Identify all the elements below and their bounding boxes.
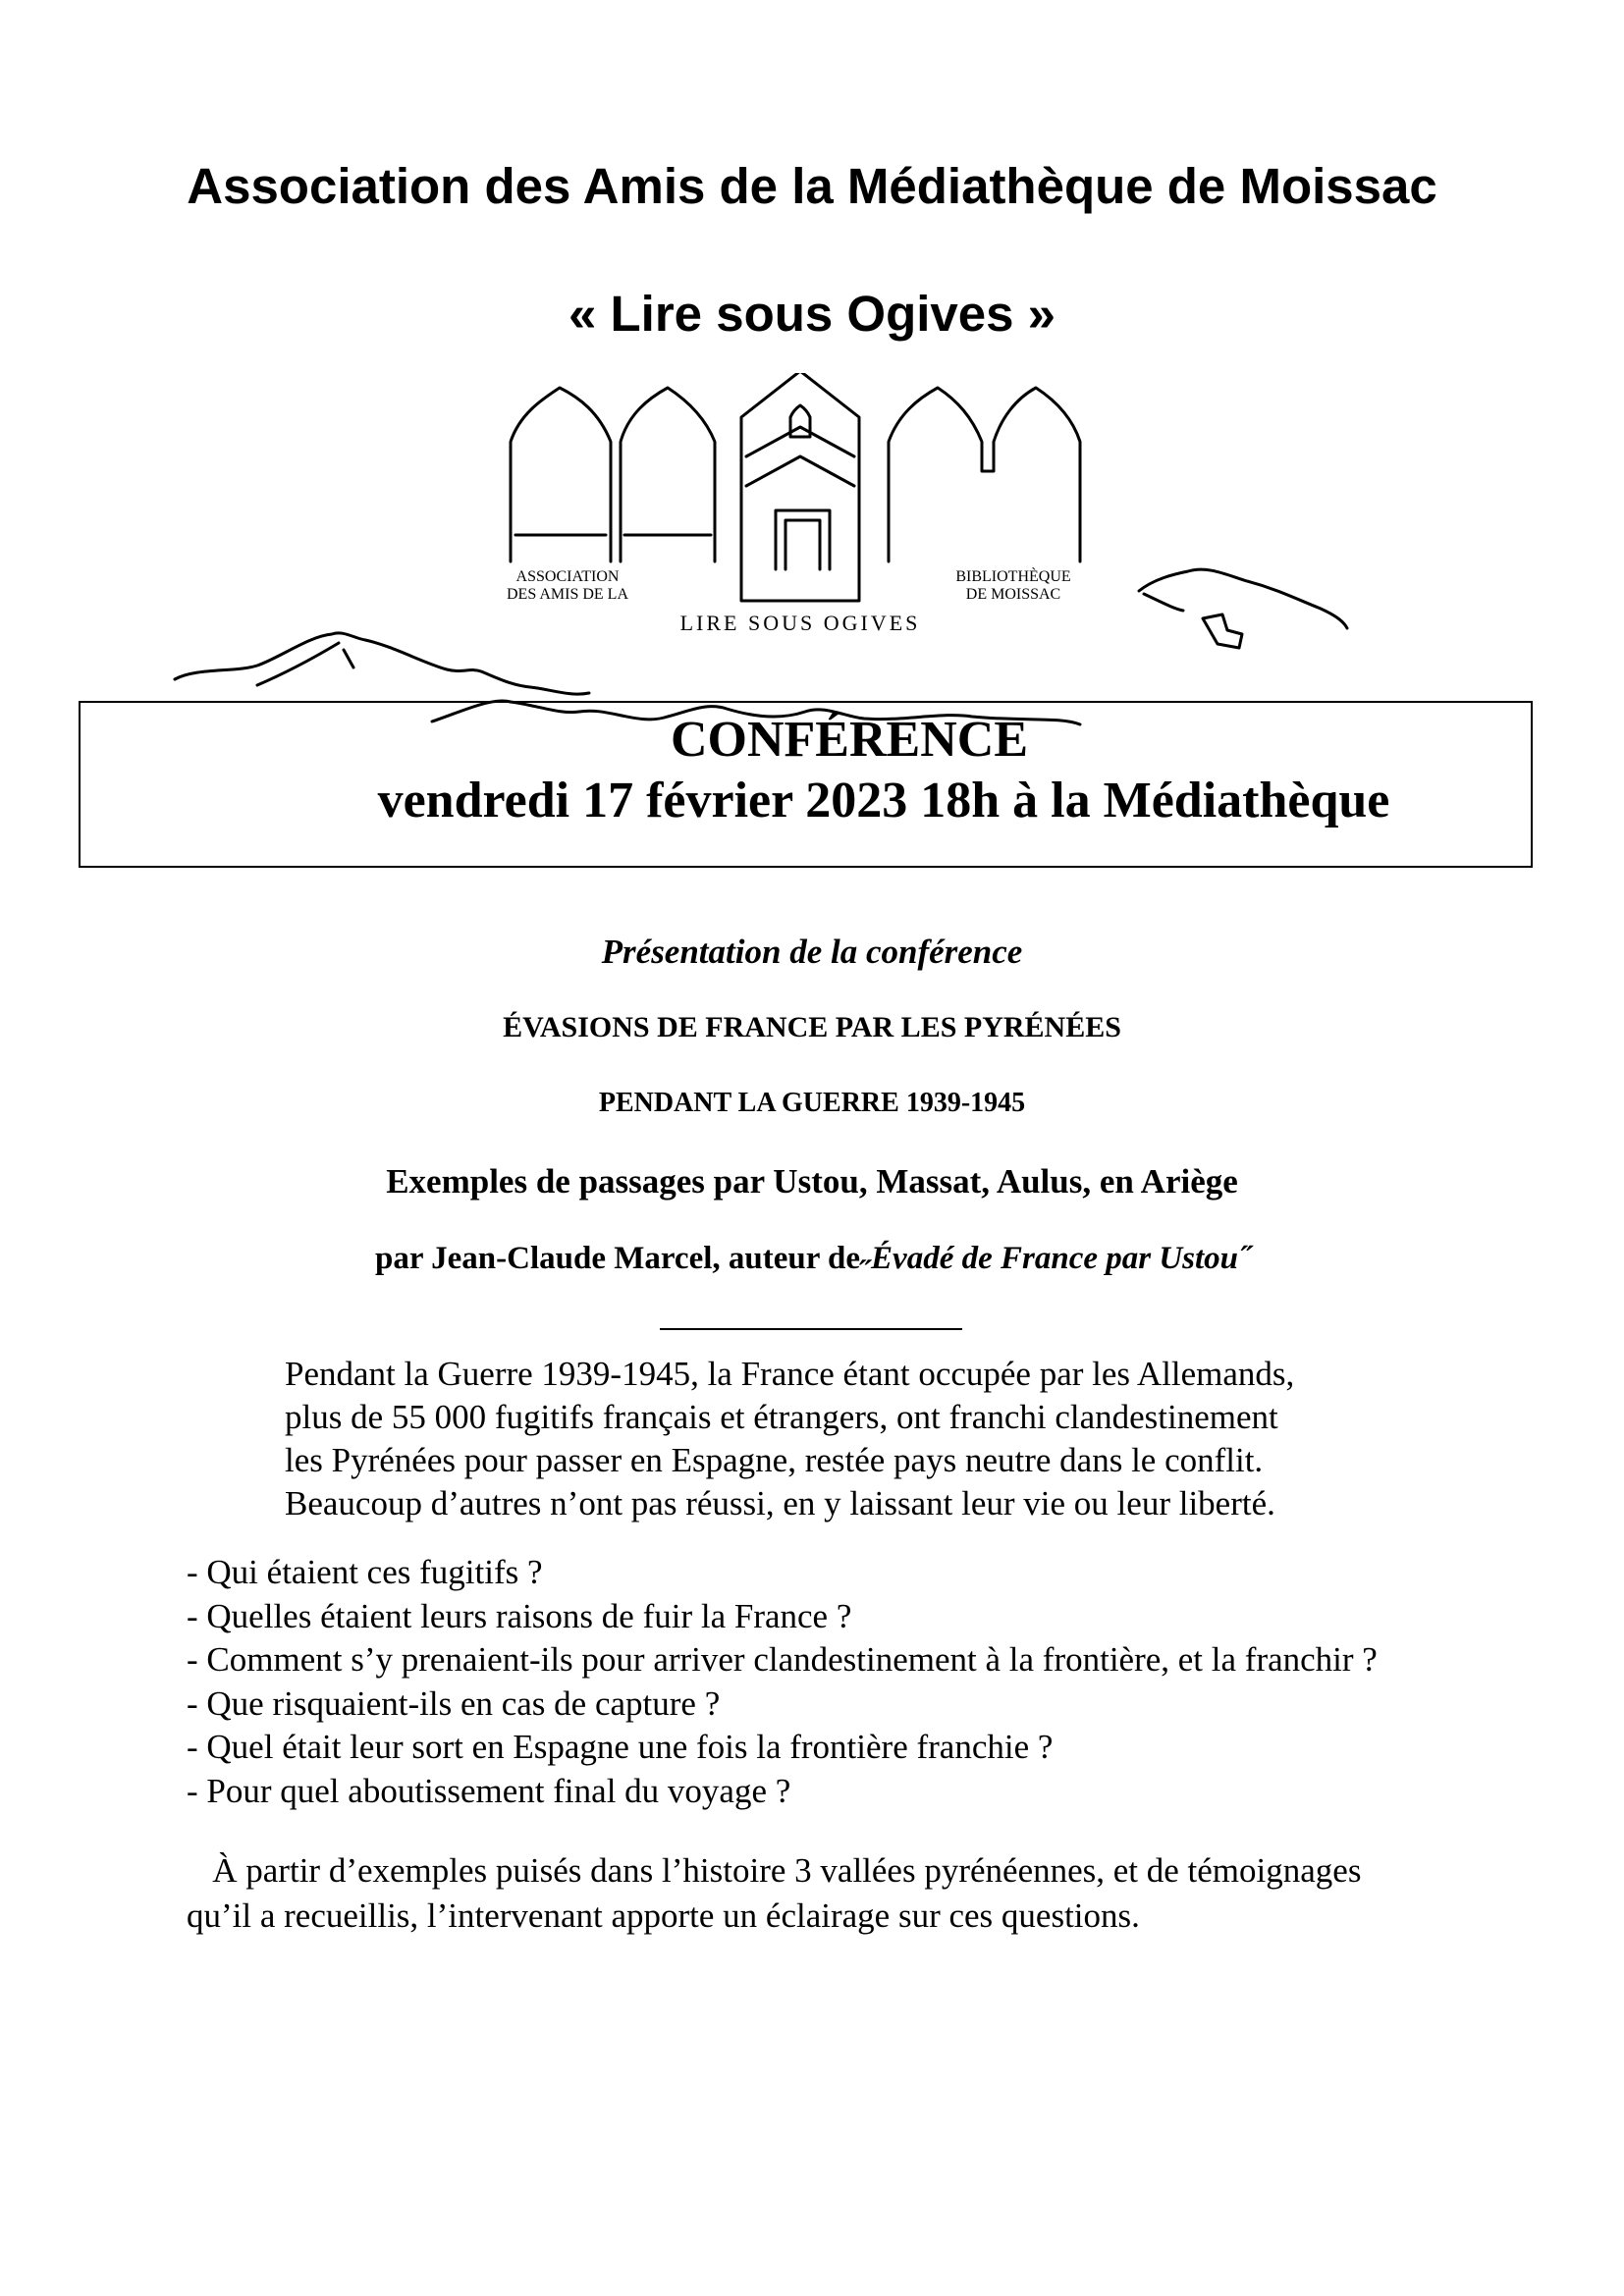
- presentation-label: Présentation de la conférence: [601, 933, 1023, 971]
- logo-text: BIBLIOTHÈQUE: [955, 568, 1071, 585]
- intro-line: plus de 55 000 fugitifs français et étrangers, ont franchi clandestinement: [285, 1398, 1278, 1436]
- association-subtitle: « Lire sous Ogives »: [568, 286, 1056, 342]
- question-item: - Comment s’y prenaient-ils pour arriver clandestinement à la frontière, et la franchir ?: [187, 1640, 1378, 1679]
- closing-line: qu’il a recueillis, l’intervenant apporte un éclairage sur ces questions.: [187, 1896, 1140, 1935]
- author-prefix: par Jean-Claude Marcel, auteur de: [374, 1241, 861, 1276]
- intro-paragraph: [285, 1353, 1463, 1525]
- examples-line: Exemples de passages par Ustou, Massat, Aulus, en Ariège: [386, 1162, 1238, 1201]
- logo-text: DE MOISSAC: [965, 586, 1061, 603]
- logo-text: DES AMIS DE LA: [506, 586, 629, 603]
- intro-line: Beaucoup d’autres n’ont pas réussi, en y laissant leur vie ou leur liberté.: [285, 1484, 1275, 1522]
- questions-list: [187, 1551, 1561, 1813]
- separator-line: [660, 1328, 962, 1330]
- organization-title: Association des Amis de la Médiathèque de Moissac: [187, 158, 1437, 214]
- question-item: - Quelles étaient leurs raisons de fuir la France ?: [187, 1596, 852, 1635]
- intro-line: les Pyrénées pour passer en Espagne, restée pays neutre dans le conflit.: [285, 1441, 1264, 1479]
- book-title: ˶Évadé de France par Ustou˝: [860, 1241, 1250, 1276]
- conference-title: CONFÉRENCE: [670, 712, 1029, 768]
- conference-date: vendredi 17 février 2023 18h à la Médiathèque: [377, 773, 1390, 828]
- closing-line: À partir d’exemples puisés dans l’histoire 3 vallées pyrénéennes, et de témoignages: [187, 1851, 1362, 1890]
- question-item: - Qui étaient ces fugitifs ?: [187, 1553, 543, 1591]
- question-item: - Pour quel aboutissement final du voyage ?: [187, 1771, 791, 1810]
- closing-paragraph: [187, 1848, 1561, 1939]
- question-item: - Quel était leur sort en Espagne une fois la frontière franchie ?: [187, 1728, 1054, 1766]
- intro-line: Pendant la Guerre 1939-1945, la France étant occupée par les Allemands,: [285, 1355, 1295, 1393]
- logo-text: LIRE SOUS OGIVES: [679, 611, 921, 635]
- author-line: [0, 1241, 1624, 1277]
- topic-subtitle: PENDANT LA GUERRE 1939-1945: [598, 1088, 1026, 1118]
- logo-text: ASSOCIATION: [515, 568, 620, 585]
- question-item: - Que risquaient-ils en cas de capture ?: [187, 1683, 721, 1723]
- topic-title: ÉVASIONS DE FRANCE PAR LES PYRÉNÉES: [503, 1011, 1121, 1043]
